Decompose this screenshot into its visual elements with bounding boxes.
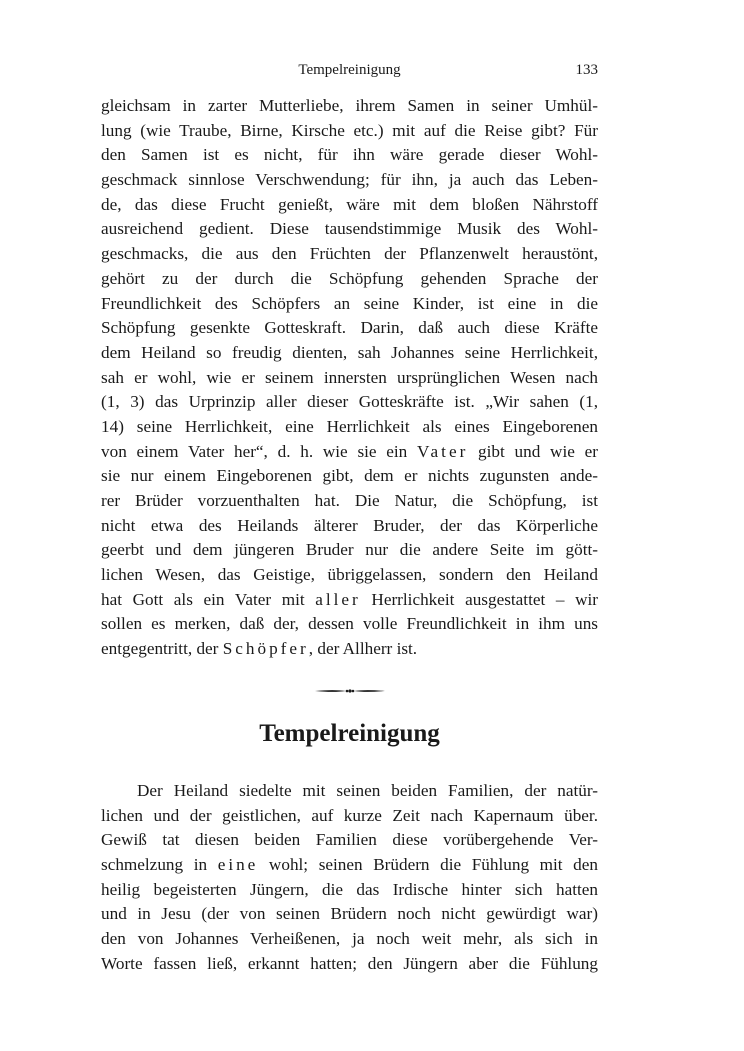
text-line: lichen und der geistlichen, auf kurze Zeit nach Kapernaum über. <box>101 805 598 825</box>
letterspaced-emphasis: Vater <box>417 441 469 461</box>
text-line: heilig begeisterten Jüngern, die das Irdische hinter sich hatten <box>101 879 598 899</box>
text-line: ausreichend gedient. Diese tausendstimmige Musik des Wohl- <box>101 219 598 239</box>
letterspaced-emphasis: Schöpfer <box>222 639 309 659</box>
letterspaced-emphasis: eine <box>217 854 259 874</box>
section-heading: Tempelreinigung <box>259 719 440 747</box>
text-line: Gewiß tat diesen beiden Familien diese vorübergehende Ver- <box>101 830 598 850</box>
paragraph-continued <box>101 94 598 662</box>
text-line: sollen es merken, daß der, dessen volle Freundlichkeit in ihm uns <box>101 614 598 634</box>
running-title: Tempelreinigung <box>298 62 401 78</box>
text-segment: wohl; seinen Brüdern die Fühlung mit den <box>258 854 598 874</box>
section-divider-ornament <box>314 686 386 696</box>
text-line-spaced <box>101 637 598 662</box>
text-line: Worte fassen ließ, erkannt hatten; den Jüngern aber die Fühlung <box>101 953 598 973</box>
text-line: Schöpfung gesenkte Gotteskraft. Darin, daß auch diese Kräfte <box>101 318 598 338</box>
text-line: sie nur einem Eingeborenen gibt, dem er nichts zugunsten ande- <box>101 466 598 486</box>
text-line: Freundlichkeit des Schöpfers an seine Kinder, ist eine in die <box>101 293 598 313</box>
text-line-spaced <box>101 588 598 613</box>
text-line: den von Johannes Verheißenen, ja noch weit mehr, als sich in <box>101 928 598 948</box>
text-segment: gibt und wie er <box>468 441 598 461</box>
page-number: 133 <box>575 62 598 78</box>
paragraph-opening <box>101 779 598 977</box>
text-line: (1, 3) das Urprinzip aller dieser Gotteskräfte ist. „Wir sahen (1, <box>101 392 598 412</box>
book-page <box>101 58 598 976</box>
text-line: de, das diese Frucht genießt, wäre mit dem bloßen Nährstoff <box>101 194 598 214</box>
text-segment: von einem Vater her“, d. h. wie sie ein <box>101 441 418 461</box>
text-segment: , der Allherr ist. <box>308 639 418 659</box>
text-line-spaced <box>101 853 598 878</box>
text-segment: schmelzung in <box>101 854 218 874</box>
text-line: lichen Wesen, das Geistige, übriggelassen, sondern den Heiland <box>101 565 598 585</box>
text-segment: hat Gott als ein Vater mit <box>101 589 316 609</box>
text-line: den Samen ist es nicht, für ihn wäre gerade dieser Wohl- <box>101 145 598 165</box>
text-line: sah er wohl, wie er seinem innersten ursprünglichen Wesen nach <box>101 367 598 387</box>
text-line: geerbt und dem jüngeren Bruder nur die andere Seite im gött- <box>101 540 598 560</box>
text-line: gleichsam in zarter Mutterliebe, ihrem Samen in seiner Umhül- <box>101 96 598 115</box>
text-line: 14) seine Herrlichkeit, eine Herrlichkeit als eines Eingeborenen <box>101 416 598 436</box>
text-segment: entgegentritt, der <box>101 639 223 659</box>
text-line: und in Jesu (der von seinen Brüdern noch nicht gewürdigt war) <box>101 904 598 924</box>
text-line: gehört zu der durch die Schöpfung gehenden Sprache der <box>101 268 598 288</box>
letterspaced-emphasis: aller <box>315 589 361 609</box>
text-line: Der Heiland siedelte mit seinen beiden Familien, der natür- <box>137 780 598 800</box>
text-line: nicht etwa des Heilands älterer Bruder, der das Körperliche <box>101 515 598 535</box>
text-line-spaced <box>101 440 598 465</box>
running-head <box>101 58 598 82</box>
text-line: dem Heiland so freudig dienten, sah Johannes seine Herrlichkeit, <box>101 342 598 362</box>
text-line: lung (wie Traube, Birne, Kirsche etc.) mit auf die Reise gibt? Für <box>101 120 598 140</box>
text-line: rer Brüder vorzuenthalten hat. Die Natur, die Schöpfung, ist <box>101 491 598 510</box>
text-line: geschmack sinnlose Verschwendung; für ihn, ja auch das Leben- <box>101 170 598 190</box>
text-segment: Herrlichkeit ausgestattet – wir <box>360 589 598 609</box>
text-line: geschmacks, die aus den Früchten der Pflanzenwelt heraustönt, <box>101 244 598 264</box>
